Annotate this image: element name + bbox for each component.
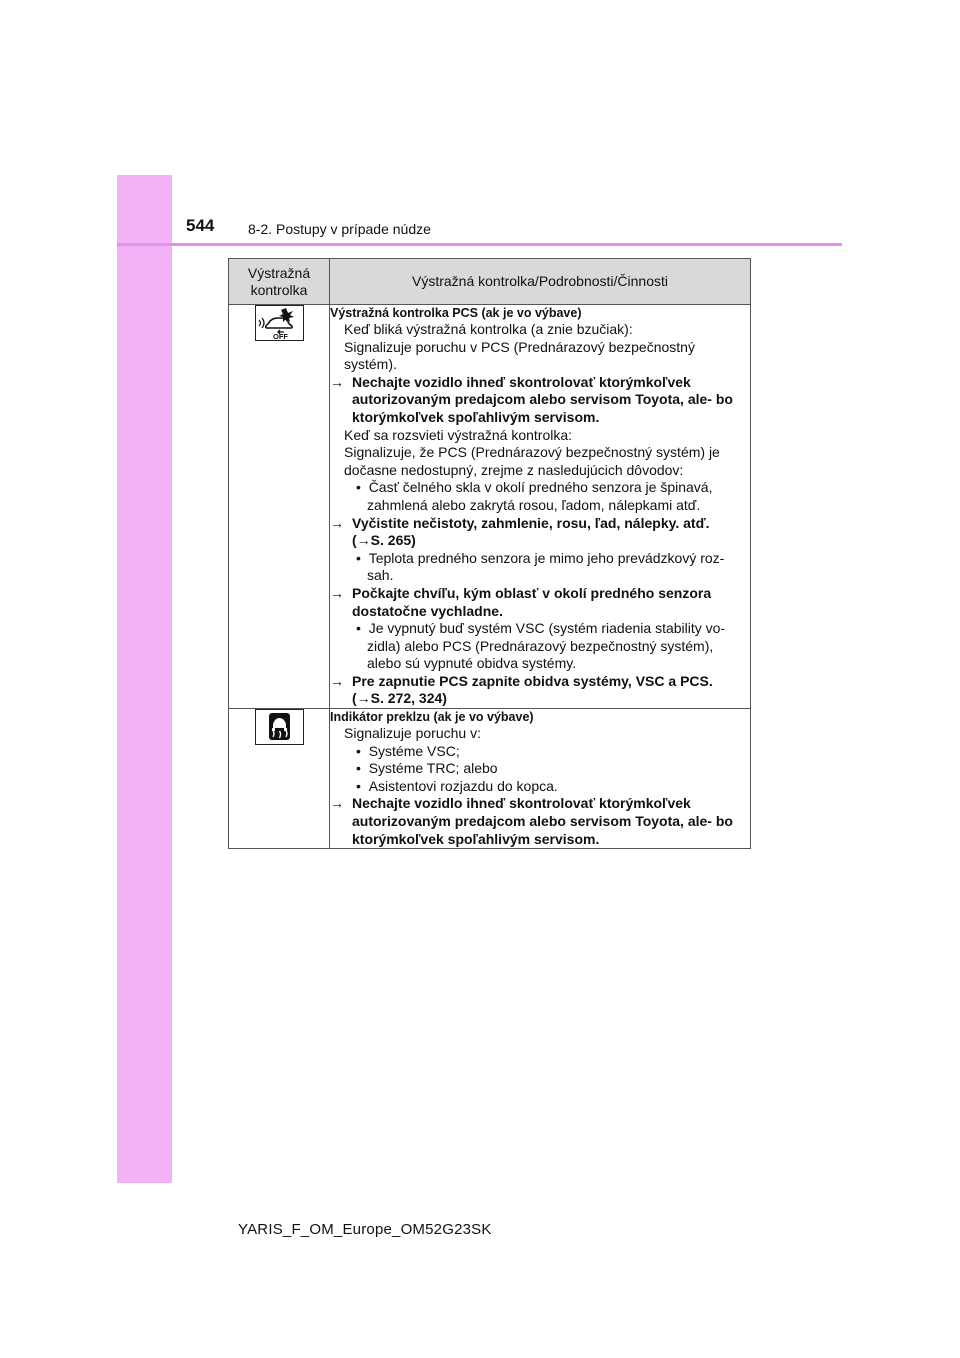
section-title: 8-2. Postupy v prípade núdze [248, 221, 431, 237]
arrow-icon: → [356, 690, 371, 707]
action-line: → Pre zapnutie PCS zapnite obidva systémy, VSC a PCS. (→S. 272, 324) [330, 672, 713, 707]
text-line: Signalizuje poruchu v PCS (Prednárazový bezpečnostný systém). [344, 338, 695, 373]
bullet-item: • Asistentovi rozjazdu do kopca. [356, 777, 558, 794]
action-line: → Počkajte chvíľu, kým oblasť v okolí predného senzora dostatočne vychladne. [330, 584, 712, 619]
text-line: Keď bliká výstražná kontrolka (a znie bzučiak): [344, 321, 633, 337]
arrow-icon: → [330, 584, 344, 601]
table-header-row [229, 259, 751, 305]
table-row [229, 709, 751, 849]
slip-indicator-icon [255, 709, 304, 745]
action-line: → Vyčistite nečistoty, zahmlenie, rosu, ľad, nálepky. atď. (→S. 265) [330, 514, 710, 549]
arrow-icon: → [330, 514, 344, 531]
side-color-band [117, 175, 172, 1183]
bullet-item: • Systéme TRC; alebo [356, 760, 498, 777]
bullet-item: • Je vypnutý buď systém VSC (systém riadenia stability vo- zidla) alebo PCS (Prednárazový bezpečnostný systém), alebo sú vypnuté obidva systémy. [356, 620, 726, 672]
arrow-icon: → [330, 373, 344, 390]
warning-table [228, 258, 751, 849]
action-line: → Nechajte vozidlo ihneď skontrolovať ktorýmkoľvek autorizovaným predajcom alebo servisom Toyota, ale- bo ktorýmkoľvek spoľahlivým servisom. [330, 373, 733, 425]
details-cell [330, 305, 751, 709]
table-row [229, 305, 751, 709]
icon-cell [229, 305, 330, 709]
text-line: Signalizuje poruchu v: [344, 725, 481, 742]
pcs-off-warning-icon [255, 305, 304, 341]
arrow-icon: → [330, 672, 344, 689]
header-rule [117, 243, 842, 246]
page-number: 544 [186, 216, 215, 235]
arrow-icon: → [330, 795, 344, 812]
bullet-item: • Systéme VSC; [356, 742, 460, 759]
icon-cell [229, 709, 330, 849]
document-code: YARIS_F_OM_Europe_OM52G23SK [238, 1221, 492, 1238]
col-header-details: Výstražná kontrolka/Podrobnosti/Činnosti [330, 259, 751, 305]
row-title: Výstražná kontrolka PCS (ak je vo výbave) [330, 306, 582, 320]
text-line: Signalizuje, že PCS (Prednárazový bezpečnostný systém) je dočasne nedostupný, zrejme z nasledujúcich dôvodov: [344, 444, 720, 478]
arrow-icon: → [356, 532, 371, 549]
text-line: Keď sa rozsvieti výstražná kontrolka: [344, 426, 573, 443]
col-header-light: Výstražná kontrolka [229, 259, 330, 305]
icon-off-label: OFF [272, 332, 288, 340]
bullet-item: • Časť čelného skla v okolí predného senzora je špinavá, zahmlená alebo zakrytá rosou, ľadom, nálepkami atď. [356, 479, 713, 513]
row-title: Indikátor preklzu (ak je vo výbave) [330, 710, 534, 725]
bullet-item: • Teplota predného senzora je mimo jeho prevádzkový roz- sah. [356, 549, 725, 584]
details-cell [330, 709, 751, 849]
action-line: → Nechajte vozidlo ihneď skontrolovať ktorýmkoľvek autorizovaným predajcom alebo servisom Toyota, ale- bo ktorýmkoľvek spoľahlivým servisom. [330, 795, 733, 847]
